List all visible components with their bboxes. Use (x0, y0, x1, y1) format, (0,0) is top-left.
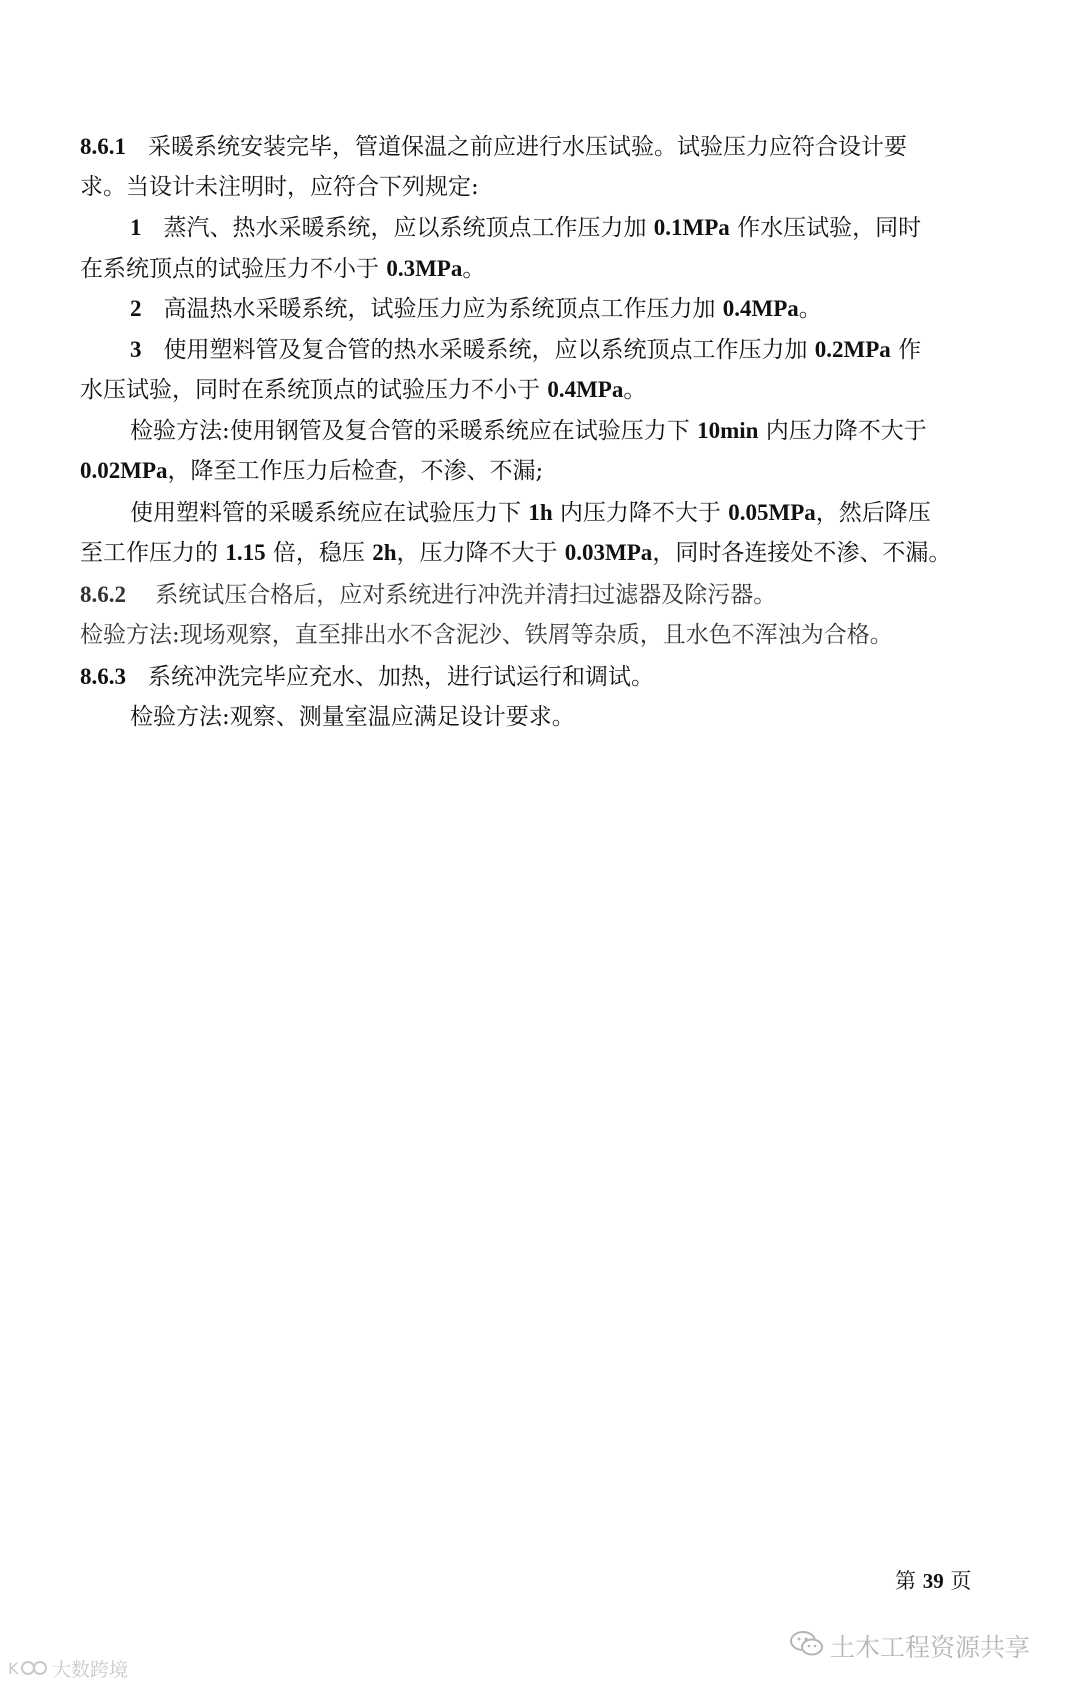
method-text: 内压力降不大于 (758, 418, 927, 444)
pressure-value: 0.03MPa (564, 540, 653, 565)
pressure-value: 0.3MPa (386, 256, 463, 281)
duration-value: 1h (528, 500, 553, 525)
pressure-value: 0.02MPa (80, 458, 168, 483)
item-text: 。 (798, 296, 822, 322)
method-text: ，降至工作压力后检查，不渗、不漏; (167, 458, 544, 484)
watermark-left (8, 1655, 128, 1684)
item-1-line-2 (80, 254, 1010, 284)
method-text: 至工作压力的 (80, 540, 226, 566)
pressure-value: 0.4MPa (722, 296, 799, 321)
item-number: 3 (130, 337, 142, 362)
clause-number: 8.6.1 (80, 134, 126, 159)
clause-number: 8.6.3 (80, 664, 126, 689)
clause-8-6-3-line-1 (80, 662, 1010, 692)
svg-text:K: K (8, 1659, 19, 1678)
wechat-icon (790, 1630, 824, 1662)
logo-icon (8, 1657, 48, 1684)
pressure-value: 0.2MPa (814, 337, 891, 362)
duration-value: 10min (697, 418, 759, 443)
method-1-line-2 (80, 456, 1010, 486)
clause-8-6-2-method (80, 620, 1010, 650)
item-text: 作水压试验，同时 (729, 215, 922, 241)
page-prefix: 第 (895, 1569, 923, 1593)
method-text: 使用塑料管的采暖系统应在试验压力下 (130, 500, 529, 526)
clause-number: 8.6.2 (80, 582, 126, 607)
watermark-left-text: 大数跨境 (52, 1659, 129, 1681)
method-text: 倍，稳压 (265, 540, 373, 566)
method-text: ，然后降压 (815, 500, 931, 526)
page-suffix: 页 (943, 1569, 972, 1593)
clause-text: 系统冲洗完毕应充水、加热，进行试运行和调试。 (147, 664, 654, 690)
item-text: 。 (623, 377, 647, 403)
method-text: 检验方法:观察、测量室温应满足设计要求。 (130, 704, 575, 730)
method-text: ，压力降不大于 (396, 540, 565, 566)
watermark-right-text: 土木工程资源共享 (830, 1633, 1031, 1662)
item-number: 1 (130, 215, 142, 240)
pressure-value: 0.4MPa (547, 377, 624, 402)
method-text: ，同时各连接处不渗、不漏。 (652, 540, 952, 566)
item-3-line-2 (80, 375, 1010, 405)
item-text: 高温热水采暖系统，试验压力应为系统顶点工作压力加 (163, 296, 723, 322)
method-2-line-1 (130, 498, 1010, 528)
pressure-value: 0.1MPa (653, 215, 730, 240)
item-1-line-1 (130, 213, 1010, 243)
clause-8-6-2-line-1 (80, 580, 1010, 610)
page-number (895, 1565, 971, 1595)
clause-8-6-1-line-1 (80, 132, 1010, 162)
item-number: 2 (130, 296, 142, 321)
method-1-line-1 (130, 416, 1010, 446)
method-text: 检验方法:使用钢管及复合管的采暖系统应在试验压力下 (130, 418, 698, 444)
clause-text: 采暖系统安装完毕，管道保温之前应进行水压试验。试验压力应符合设计要 (147, 134, 907, 160)
item-3-line-1 (130, 335, 1010, 365)
method-text: 检验方法:现场观察，直至排出水不含泥沙、铁屑等杂质，且水色不浑浊为合格。 (80, 622, 893, 648)
clause-8-6-3-method (130, 702, 1010, 732)
method-text: 内压力降不大于 (552, 500, 729, 526)
page-num: 39 (922, 1569, 944, 1593)
item-text: 在系统顶点的试验压力不小于 (80, 256, 387, 282)
item-text: 。 (462, 256, 486, 282)
ratio-value: 1.15 (225, 540, 266, 565)
watermark-right (790, 1628, 1030, 1664)
item-text: 蒸汽、热水采暖系统，应以系统顶点工作压力加 (163, 215, 654, 241)
clause-text: 系统试压合格后，应对系统进行冲洗并清扫过滤器及除污器。 (155, 582, 777, 608)
item-2-line-1 (130, 294, 1010, 324)
item-text: 使用塑料管及复合管的热水采暖系统，应以系统顶点工作压力加 (163, 337, 815, 363)
pressure-value: 0.05MPa (728, 500, 816, 525)
duration-value: 2h (372, 540, 397, 565)
clause-8-6-1-line-2 (80, 172, 1010, 202)
item-text: 水压试验，同时在系统顶点的试验压力不小于 (80, 377, 548, 403)
method-2-line-2 (80, 538, 1010, 568)
clause-text: 求。当设计未注明时，应符合下列规定: (80, 174, 479, 200)
item-text: 作 (890, 337, 922, 363)
